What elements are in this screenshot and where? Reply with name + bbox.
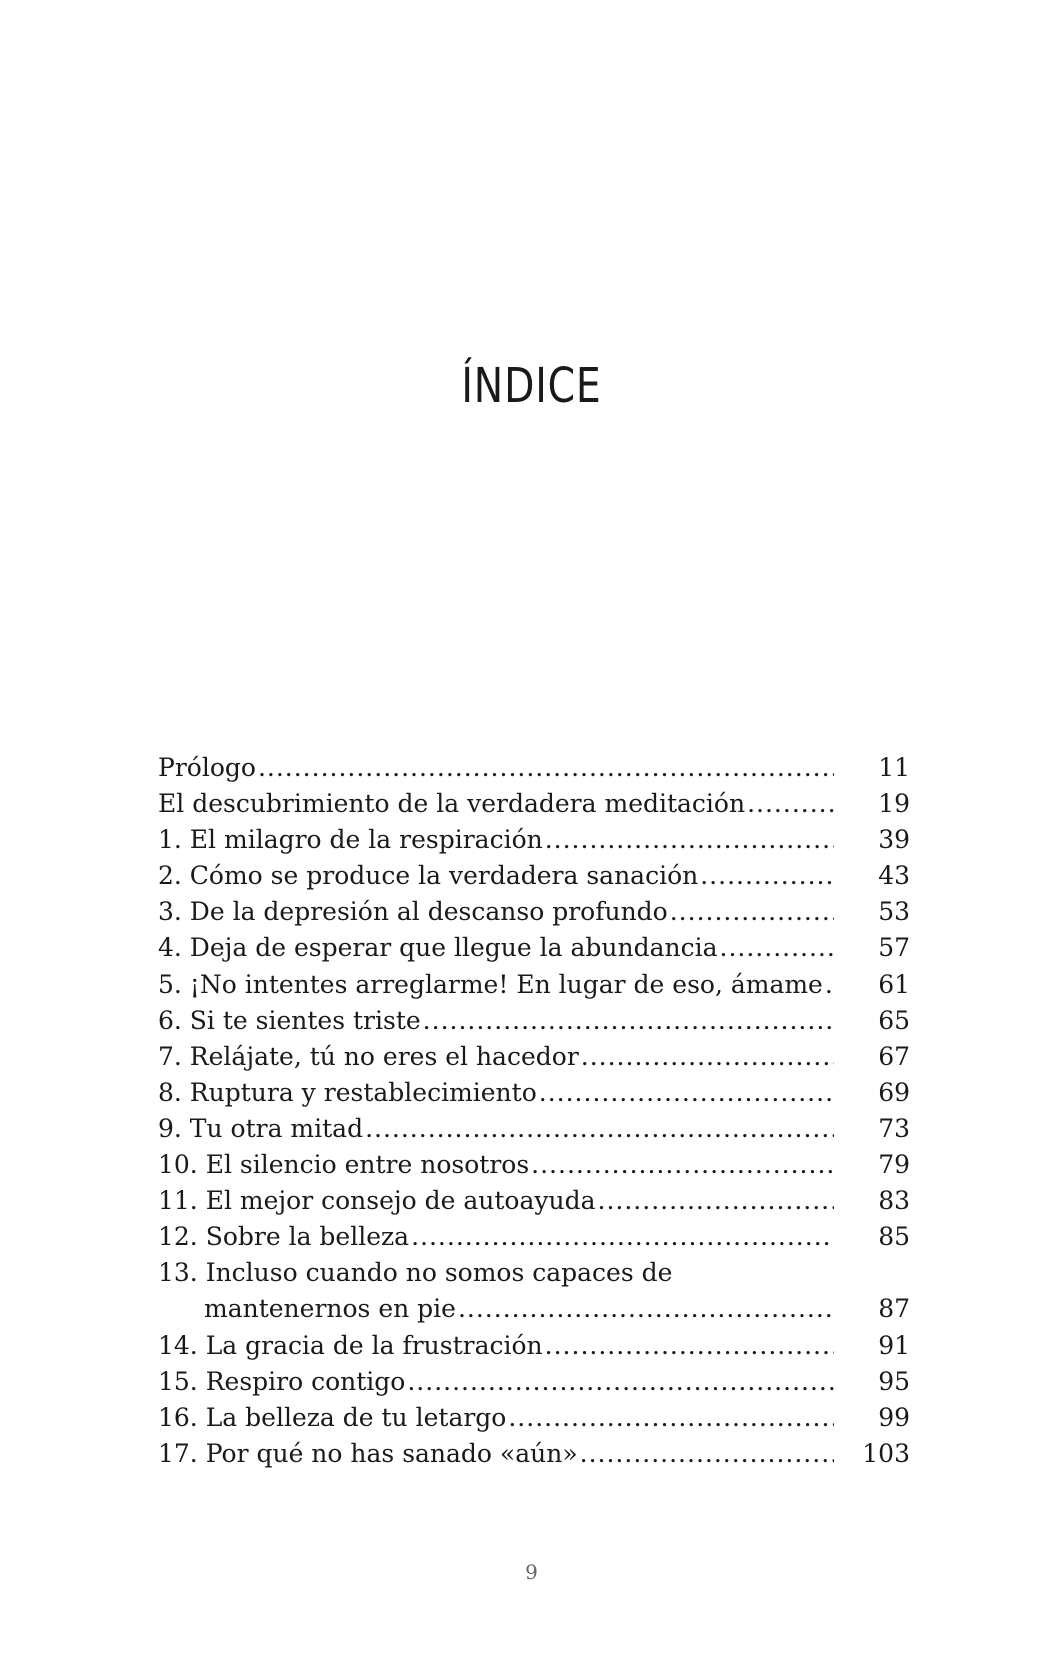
toc-entry <box>158 1075 910 1111</box>
toc-entry-page: 39 <box>878 825 910 855</box>
toc-entry-page: 85 <box>878 1222 910 1252</box>
toc-entry-title: 12. Sobre la belleza <box>158 1222 410 1252</box>
toc-entry-title: 9. Tu otra mitad <box>158 1113 364 1143</box>
toc-entry-continuation <box>158 1291 910 1327</box>
toc-entry-page: 53 <box>878 897 910 927</box>
toc-entry-title: 6. Si te sientes triste <box>158 1005 421 1035</box>
leader-dots <box>531 1147 834 1183</box>
toc-entry-page: 43 <box>878 861 910 891</box>
toc-entry <box>158 1219 910 1255</box>
toc-entry-title: 14. La gracia de la frustración <box>158 1330 543 1360</box>
toc-entry <box>158 1328 910 1364</box>
toc-entry-title: 11. El mejor consejo de autoayuda <box>158 1186 596 1216</box>
toc-entry-page: 69 <box>878 1077 910 1107</box>
toc-entry <box>158 930 910 966</box>
toc-entry-title: 15. Respiro contigo <box>158 1366 406 1396</box>
toc-entry-page: 11 <box>878 753 910 782</box>
toc-entry <box>158 894 910 930</box>
toc-entry-page: 19 <box>878 789 910 819</box>
toc-entry <box>158 1147 910 1183</box>
toc-entry-title: 13. Incluso cuando no somos capaces de <box>158 1258 673 1288</box>
toc-entry <box>158 1400 910 1436</box>
toc-entry-title: 3. De la depresión al descanso profundo <box>158 897 668 927</box>
toc-entry <box>158 967 910 1003</box>
leader-dots <box>747 786 834 822</box>
leader-dots <box>545 822 834 858</box>
toc-entry-page: 79 <box>878 1150 910 1180</box>
leader-dots <box>458 1291 834 1327</box>
toc-entry-title: El descubrimiento de la verdadera meditación <box>158 789 746 819</box>
toc-entry <box>158 1003 910 1039</box>
toc-entry <box>158 858 910 894</box>
toc-entry-title: 10. El silencio entre nosotros <box>158 1150 530 1180</box>
leader-dots <box>365 1111 834 1147</box>
leader-dots <box>407 1364 834 1400</box>
leader-dots <box>720 930 834 966</box>
toc-entry <box>158 822 910 858</box>
toc-entry <box>158 1255 910 1291</box>
leader-dots <box>825 967 835 1003</box>
toc-entry-page: 57 <box>878 933 910 963</box>
toc-entry-page: 99 <box>878 1402 910 1432</box>
toc-entry-title: 1. El milagro de la respiración <box>158 825 543 855</box>
leader-dots <box>539 1075 834 1111</box>
leader-dots <box>411 1219 834 1255</box>
toc-entry-title: 8. Ruptura y restablecimiento <box>158 1077 537 1107</box>
toc-entry <box>158 1436 910 1472</box>
leader-dots <box>598 1183 834 1219</box>
leader-dots <box>423 1003 834 1039</box>
leader-dots <box>258 750 834 786</box>
page-title: ÍNDICE <box>461 358 602 414</box>
page-number: 9 <box>525 1560 538 1584</box>
table-of-contents <box>158 750 910 1472</box>
toc-entry-page: 103 <box>862 1438 910 1468</box>
toc-entry <box>158 1039 910 1075</box>
toc-entry-title: 7. Relájate, tú no eres el hacedor <box>158 1041 579 1071</box>
leader-dots <box>545 1328 834 1364</box>
toc-entry-page: 61 <box>878 969 910 999</box>
toc-entry-page: 91 <box>878 1330 910 1360</box>
toc-entry-title: 16. La belleza de tu letargo <box>158 1402 507 1432</box>
toc-entry <box>158 1183 910 1219</box>
leader-dots <box>670 894 834 930</box>
toc-entry-title-continuation: mantenernos en pie <box>204 1294 456 1324</box>
toc-entry-title: 4. Deja de esperar que llegue la abundancia <box>158 933 718 963</box>
leader-dots <box>581 1039 834 1075</box>
toc-entry-page: 95 <box>878 1366 910 1396</box>
toc-entry <box>158 786 910 822</box>
toc-entry-page: 67 <box>878 1041 910 1071</box>
leader-dots <box>580 1436 834 1472</box>
toc-entry <box>158 1111 910 1147</box>
toc-entry-page: 73 <box>878 1113 910 1143</box>
toc-entry-title: 2. Cómo se produce la verdadera sanación <box>158 861 699 891</box>
leader-dots <box>700 858 834 894</box>
toc-entry-page: 83 <box>878 1186 910 1216</box>
toc-entry-title: 17. Por qué no has sanado «aún» <box>158 1438 578 1468</box>
toc-entry <box>158 750 910 786</box>
toc-entry <box>158 1364 910 1400</box>
toc-entry-title: 5. ¡No intentes arreglarme! En lugar de eso, ámame <box>158 969 823 999</box>
toc-entry-title: Prólogo <box>158 753 256 782</box>
toc-entry-page: 65 <box>878 1005 910 1035</box>
toc-entry-page: 87 <box>878 1294 910 1324</box>
leader-dots <box>508 1400 834 1436</box>
